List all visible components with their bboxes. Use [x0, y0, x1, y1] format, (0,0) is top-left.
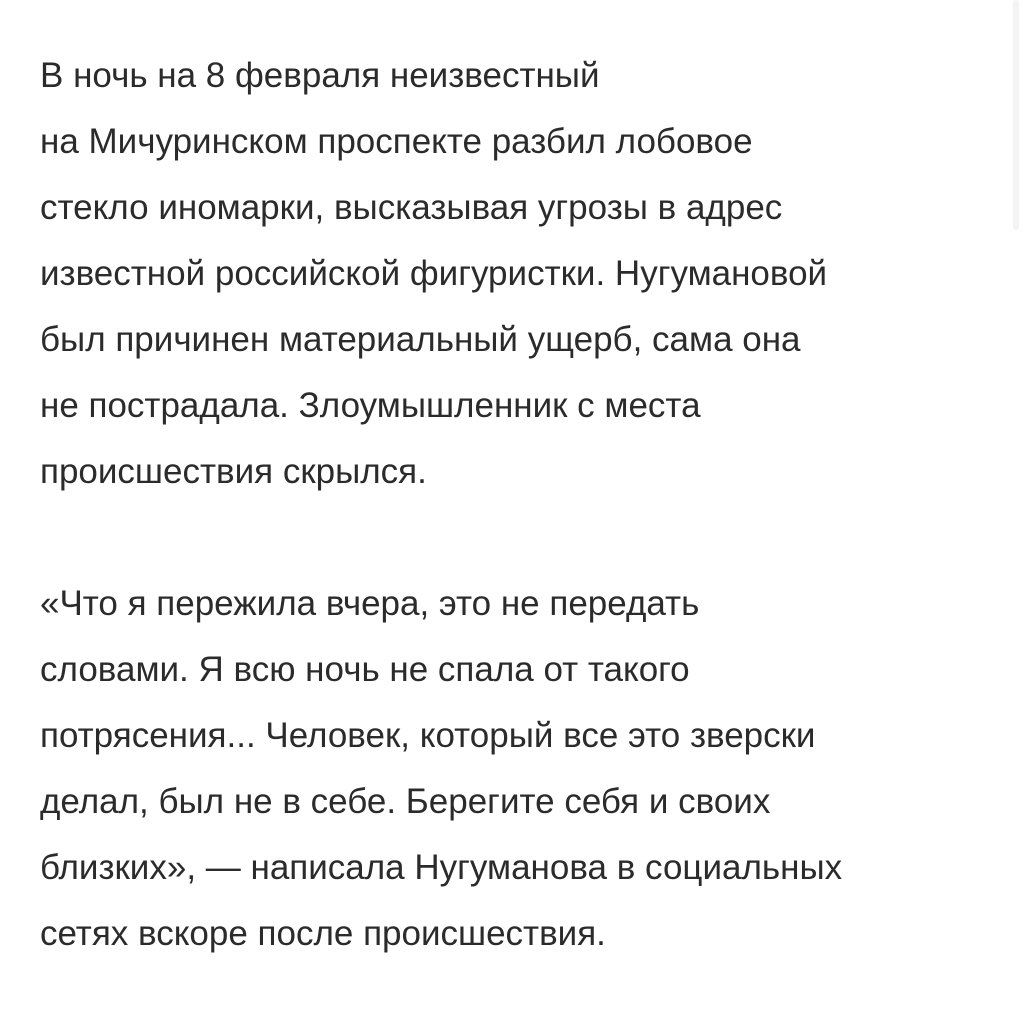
scrollbar[interactable]: [1013, 0, 1019, 230]
paragraph-line: близких», — написала Нугуманова в социальных: [40, 848, 843, 887]
article-body: [40, 43, 1000, 967]
paragraph-line: не пострадала. Злоумышленник с места: [40, 386, 701, 425]
paragraph-line: делал, был не в себе. Берегите себя и своих: [40, 782, 771, 821]
paragraph-line: В ночь на 8 февраля неизвестный: [40, 56, 600, 95]
paragraph-line: был причинен материальный ущерб, сама она: [40, 320, 801, 359]
article-paragraph-2: [40, 571, 1000, 967]
paragraph-line: на Мичуринском проспекте разбил лобовое: [40, 122, 753, 161]
paragraph-line: сетях вскоре после происшествия.: [40, 914, 606, 953]
paragraph-line: «Что я пережила вчера, это не передать: [40, 584, 700, 623]
paragraph-spacer: [40, 505, 1000, 571]
paragraph-line: потрясения... Человек, который все это зверски: [40, 716, 816, 755]
paragraph-line: стекло иномарки, высказывая угрозы в адрес: [40, 188, 783, 227]
paragraph-line: известной российской фигуристки. Нугумановой: [40, 254, 828, 293]
paragraph-line: происшествия скрылся.: [40, 452, 427, 491]
article-paragraph-1: [40, 43, 1000, 505]
paragraph-line: словами. Я всю ночь не спала от такого: [40, 650, 690, 689]
